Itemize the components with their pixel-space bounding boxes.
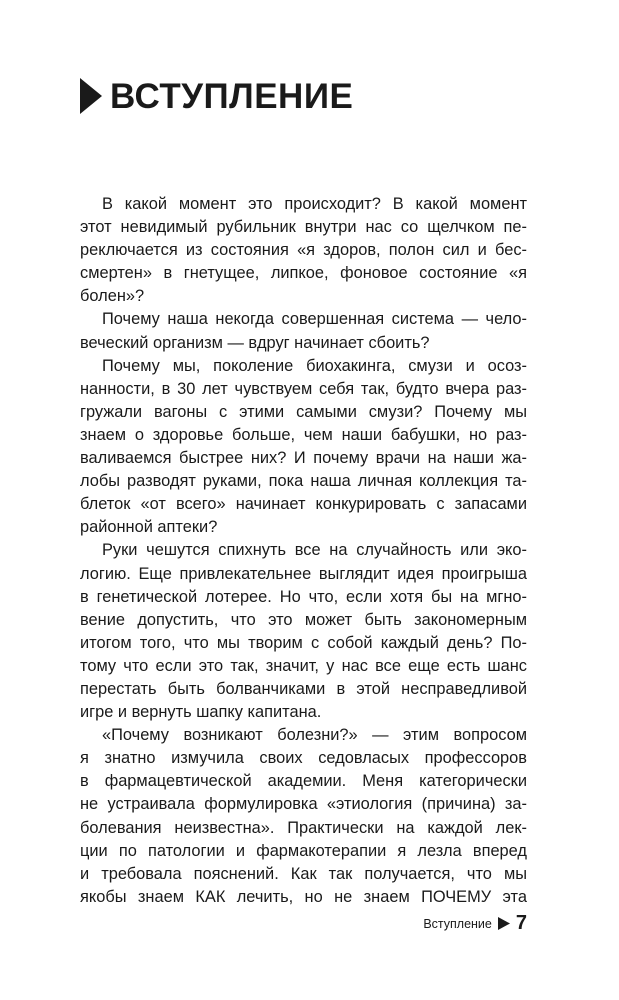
- text-line: реключается из состояния «я здоров, полон сил и бес-: [80, 241, 527, 260]
- text-line: Почему мы, поколение биохакинга, смузи и осоз-: [102, 356, 527, 375]
- text-line: гружали вагоны с этими самыми смузи? Почему мы: [80, 402, 527, 421]
- text-line: веческий организм — вдруг начинает сбоить?: [80, 333, 430, 352]
- text-line: блеток «от всего» начинает конкурировать с запасами: [80, 495, 527, 514]
- running-title: Вступление: [423, 916, 492, 931]
- text-line: болевания неизвестна». Практически на каждой лек-: [80, 818, 527, 837]
- text-line: в фармацевтической академии. Меня категорически: [80, 772, 527, 791]
- text-line: я знатно измучила своих седовласых профессоров: [80, 749, 527, 768]
- text-line: смертен» в гнетущее, липкое, фоновое состояние «я: [80, 264, 527, 283]
- chapter-title: ВСТУПЛЕНИЕ: [110, 76, 354, 116]
- text-line: болен»?: [80, 287, 145, 306]
- text-line: ции по патологии и фармакотерапии я лезла вперед: [80, 841, 527, 860]
- text-line: знаем о здоровье больше, чем наши бабушки, но раз-: [80, 425, 527, 444]
- text-line: этот невидимый рубильник внутри нас со щелчком пе-: [80, 218, 527, 237]
- text-line: Руки чешутся спихнуть все на случайность или эко-: [102, 541, 527, 560]
- text-line: логию. Еще привлекательнее выглядит идея проигрыша: [80, 564, 527, 583]
- text-line: не устраивала формулировка «этиология (причина) за-: [80, 795, 527, 814]
- text-line: валиваемся быстрее них? И почему врачи на наши жа-: [80, 449, 527, 468]
- text-line: Почему наша некогда совершенная система — чело-: [102, 310, 527, 329]
- text-line: итогом того, что мы творим с собой каждый день? По-: [80, 633, 527, 652]
- text-line: нанности, в 30 лет чувствуем себя так, будто вчера раз-: [80, 379, 527, 398]
- text-line: районной аптеки?: [80, 518, 218, 537]
- text-line: и требовала пояснений. Как так получается, что мы: [80, 864, 527, 883]
- text-line: лобы разводят руками, пока наша личная коллекция та-: [80, 472, 527, 491]
- text-line: вение допустить, что это может быть закономерным: [80, 610, 527, 629]
- triangle-marker-icon: [80, 78, 102, 114]
- triangle-pointer-icon: [498, 917, 510, 930]
- text-line: перестать быть болванчиками в этой несправедливой: [80, 679, 527, 698]
- text-line: тому что если это так, значит, у нас все еще есть шанс: [80, 656, 527, 675]
- chapter-heading: [80, 78, 353, 114]
- text-line: игре и вернуть шапку капитана.: [80, 703, 322, 722]
- text-line: якобы знаем КАК лечить, но не знаем ПОЧЕМУ эта: [80, 887, 527, 906]
- page-number: 7: [515, 912, 527, 934]
- text-line: в генетической лотерее. Но что, если хотя бы на мгно-: [80, 587, 527, 606]
- text-line: В какой момент это происходит? В какой момент: [102, 195, 527, 213]
- page-footer: [423, 912, 527, 935]
- body-text: [80, 193, 527, 909]
- text-line: «Почему возникают болезни?» — этим вопросом: [102, 726, 527, 745]
